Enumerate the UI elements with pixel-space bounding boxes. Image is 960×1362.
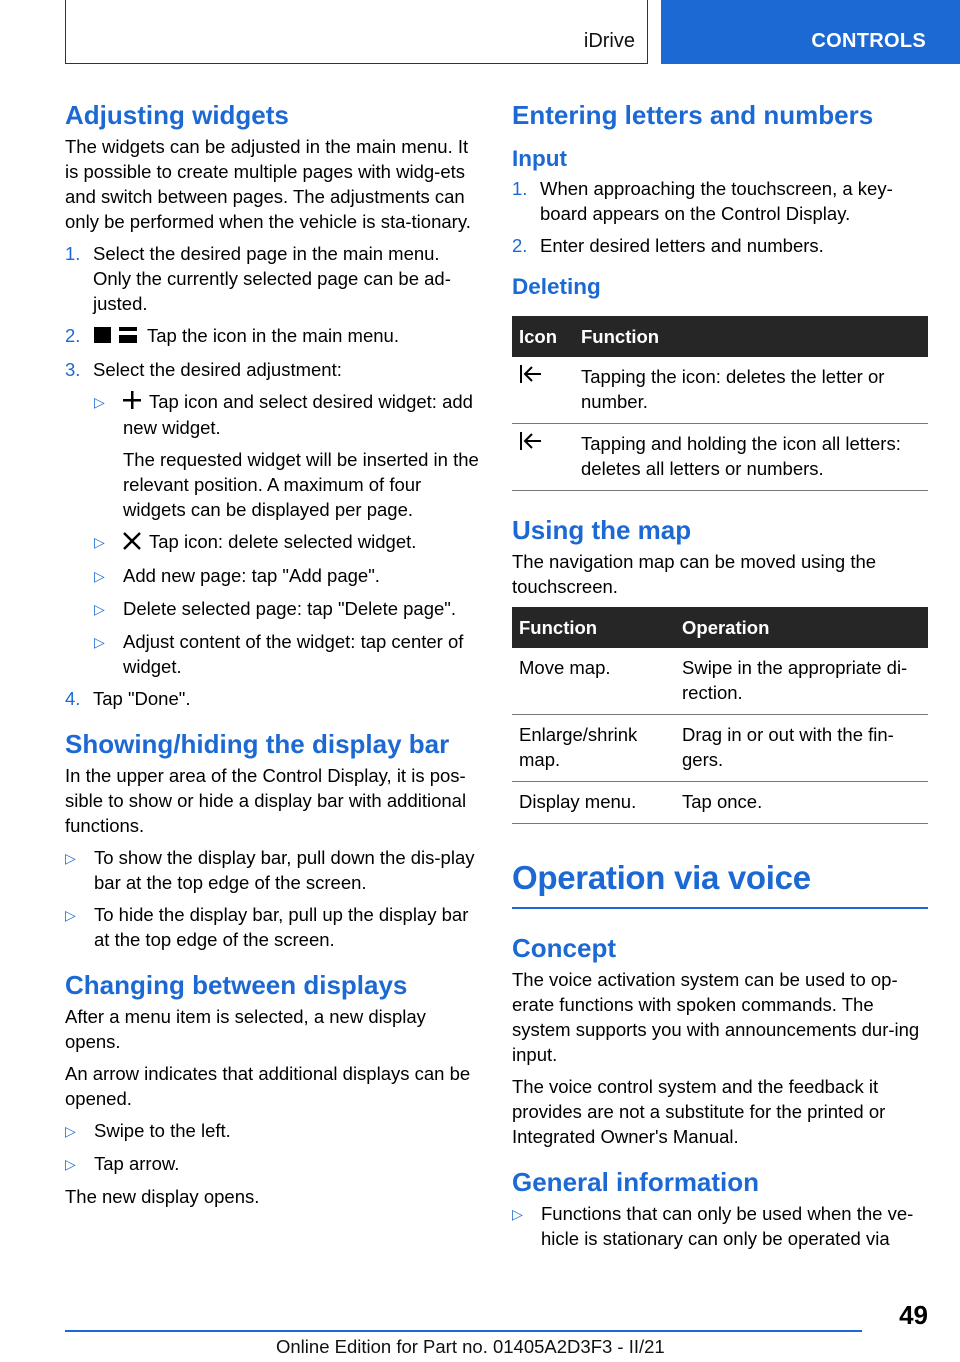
right-column [512, 100, 928, 1258]
triangle-bullet-icon: ▷ [65, 1122, 76, 1139]
table-row [512, 648, 928, 715]
grid-widget-icon [93, 325, 139, 350]
page-number: 49 [899, 1300, 928, 1330]
backspace-arrow-icon [512, 357, 574, 424]
paragraph-map: The navigation map can be moved using the touchscreen. [512, 551, 877, 597]
left-column [65, 100, 481, 1216]
step-number: 2. [65, 325, 81, 346]
bullet-text: To hide the display bar, pull up the display bar at the top edge of the screen. [94, 903, 469, 950]
heading-using-map: Using the map [512, 515, 692, 545]
input-step-2 [512, 233, 928, 258]
input-step-1 [512, 176, 928, 226]
heading-general-information: General information [512, 1167, 760, 1197]
triangle-bullet-icon: ▷ [65, 906, 76, 923]
table-cell: Enlarge/shrink map. [512, 715, 675, 782]
heading-showing-hiding: Showing/hiding the display bar [65, 728, 450, 759]
triangle-bullet-icon: ▷ [94, 393, 105, 410]
table-row [512, 715, 928, 782]
bullet-text: Functions that can only be used when the ve‐hicle is stationary can only be operated via [541, 1203, 914, 1249]
heading-changing-displays: Changing between displays [65, 969, 408, 1000]
sub-text: The requested widget will be inserted in the relevant position. A maximum of four widgets can be displayed per page. [123, 449, 479, 521]
header-section-title: iDrive [583, 30, 635, 52]
table-cell: Tapping and holding the icon all letters: deletes all letters or numbers. [574, 424, 928, 491]
bullet [512, 1201, 928, 1251]
table-cell: Swipe in the appropriate di‐rection. [675, 648, 928, 715]
footer-edition: Online Edition for Part no. 01405A2D3F3 - II/21 [276, 1336, 665, 1357]
step-1 [65, 241, 481, 316]
table-cell: Tap once. [675, 782, 928, 824]
heading-entering-letters: Entering letters and numbers [512, 100, 874, 130]
footer-divider [65, 1330, 862, 1332]
heading-input: Input [512, 146, 567, 171]
step-4 [65, 686, 481, 711]
step-text: Select the desired page in the main menu. Only the currently selected page can be ad‐justed. [93, 243, 451, 314]
heading-concept: Concept [512, 933, 616, 963]
table-header: Operation [675, 607, 928, 648]
table-cell: Move map. [512, 648, 675, 715]
paragraph-change-2: An arrow indicates that additional displays can be opened. [65, 1062, 471, 1109]
triangle-bullet-icon: ▷ [65, 849, 76, 866]
table-cell: Display menu. [512, 782, 675, 824]
sub-text: Delete selected page: tap "Delete page". [123, 597, 456, 619]
bullet-text: To show the display bar, pull down the dis‐play bar at the top edge of the screen. [94, 846, 475, 893]
sub-text: Adjust content of the widget: tap center of widget. [123, 630, 464, 677]
table-row [512, 782, 928, 824]
sub-bullet [94, 563, 481, 589]
bullet-text: Swipe to the left. [94, 1119, 231, 1141]
sub-bullet [94, 529, 481, 556]
step-3 [65, 357, 481, 382]
triangle-bullet-icon: ▷ [65, 1155, 76, 1172]
table-cell: Drag in or out with the fin‐gers. [675, 715, 928, 782]
paragraph-concept-1: The voice activation system can be used to op‐erate functions with spoken commands. The system supports you with announcements dur‐ing input. [512, 969, 920, 1065]
plus-icon [123, 390, 141, 415]
sub-text: Tap icon and select desired widget: add new widget. [123, 390, 473, 439]
step-number: 3. [65, 358, 81, 380]
step-2 [65, 323, 481, 350]
paragraph-change-3: The new display opens. [65, 1185, 260, 1207]
paragraph-adjust: The widgets can be adjusted in the main menu. It is possible to create multiple pages with widg‐ets and switch between pages. The adjustments can only be performed when the vehicle is sta‐tionary. [65, 136, 471, 232]
paragraph-showhide: In the upper area of the Control Display, it is pos‐sible to show or hide a display bar with additional functions. [65, 764, 467, 836]
bullet [65, 1151, 481, 1177]
table-header: Function [512, 607, 675, 648]
table-row [512, 424, 928, 491]
heading-adjusting-widgets: Adjusting widgets [65, 100, 289, 130]
step-text: Select the desired adjustment: [93, 358, 342, 380]
heading-deleting: Deleting [512, 274, 601, 299]
step-number: 2. [512, 235, 528, 256]
bullet [65, 845, 481, 895]
paragraph-concept-2: The voice control system and the feedback it provides are not a substitute for the printed or Integrated Owner's Manual. [512, 1076, 886, 1147]
step-number: 1. [65, 243, 81, 264]
step-text: Tap "Done". [93, 687, 191, 709]
step-text: When approaching the touchscreen, a key‐board appears on the Control Display. [540, 178, 893, 224]
triangle-bullet-icon: ▷ [94, 534, 105, 551]
table-header: Icon [512, 316, 574, 357]
sub-bullet [94, 596, 481, 622]
triangle-bullet-icon: ▷ [94, 633, 105, 650]
table-header: Function [574, 316, 928, 357]
sub-text: Tap icon: delete selected widget. [149, 531, 417, 553]
table-row [512, 357, 928, 424]
backspace-arrow-icon [512, 424, 574, 491]
bullet [65, 1118, 481, 1144]
table-cell: Tapping the icon: deletes the letter or number. [574, 357, 928, 424]
bullet [65, 902, 481, 952]
sub-bullet [94, 629, 481, 679]
triangle-bullet-icon: ▷ [94, 567, 105, 584]
close-x-icon [123, 531, 141, 556]
header-left-box [65, 0, 648, 64]
triangle-bullet-icon: ▷ [94, 600, 105, 617]
paragraph-change-1: After a menu item is selected, a new display opens. [65, 1005, 426, 1052]
heading-operation-voice: Operation via voice [512, 858, 928, 909]
sub-bullet [94, 389, 481, 523]
sub-text: Add new page: tap "Add page". [123, 564, 380, 586]
step-number: 4. [65, 687, 81, 709]
step-number: 1. [512, 178, 528, 199]
step-text: Tap the icon in the main menu. [147, 325, 399, 346]
bullet-text: Tap arrow. [94, 1152, 180, 1174]
triangle-bullet-icon: ▷ [512, 1206, 523, 1222]
step-text: Enter desired letters and numbers. [540, 235, 824, 256]
deleting-table [512, 316, 928, 491]
header-chapter-title: CONTROLS [811, 30, 926, 52]
map-table [512, 607, 928, 824]
